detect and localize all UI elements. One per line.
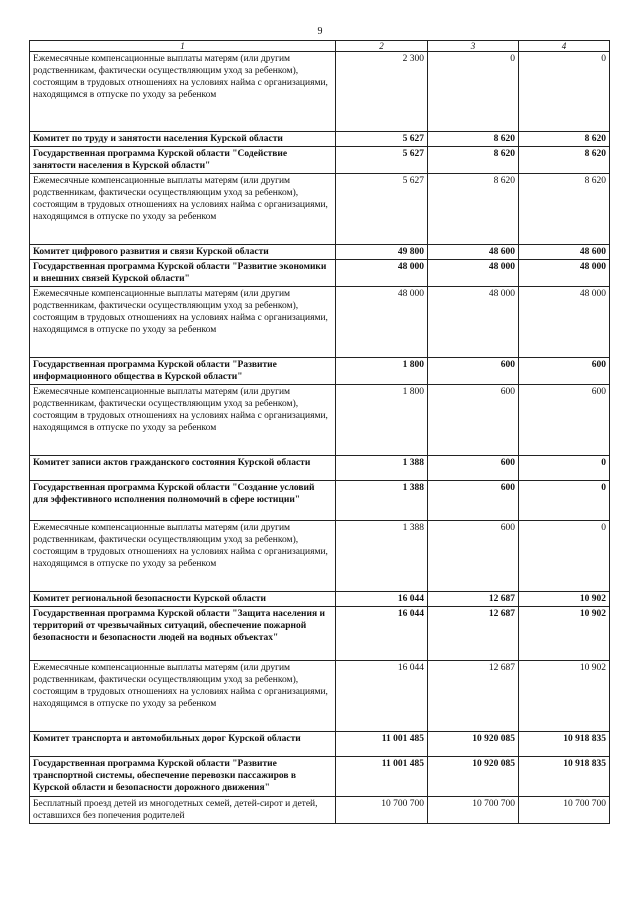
table-row [30, 661, 610, 732]
column-header-3: 3 [428, 41, 519, 52]
value-col3: 12 687 [428, 661, 519, 732]
row-label: Комитет региональной безопасности Курской области [30, 592, 336, 607]
row-label: Государственная программа Курской области "Развитие экономики и внешних связей Курской области" [30, 260, 336, 287]
value-col3: 600 [428, 385, 519, 456]
table-row [30, 456, 610, 481]
value-col3: 12 687 [428, 607, 519, 661]
row-label: Государственная программа Курской области "Содействие занятости населения в Курской области" [30, 147, 336, 174]
value-col3: 0 [428, 52, 519, 132]
value-col2: 10 700 700 [336, 797, 428, 824]
value-col2: 1 388 [336, 456, 428, 481]
column-header-2: 2 [336, 41, 428, 52]
table-row [30, 797, 610, 824]
value-col2: 16 044 [336, 592, 428, 607]
table-row [30, 607, 610, 661]
row-label: Государственная программа Курской области "Защита населения и территорий от чрезвычайных ситуаций, обеспечение пожарной безопасности и безопасности людей на водных объектах" [30, 607, 336, 661]
table-row [30, 174, 610, 245]
value-col3: 600 [428, 456, 519, 481]
value-col2: 2 300 [336, 52, 428, 132]
table-row [30, 385, 610, 456]
value-col4: 10 918 835 [519, 757, 610, 797]
value-col2: 11 001 485 [336, 757, 428, 797]
row-label: Комитет транспорта и автомобильных дорог Курской области [30, 732, 336, 757]
table-row [30, 52, 610, 132]
value-col2: 16 044 [336, 661, 428, 732]
row-label: Ежемесячные компенсационные выплаты матерям (или другим родственникам, фактически осуществляющим уход за ребенком), состоящим в трудовых отношениях на условиях найма с организациями, находящимся в отпуске по уходу за ребенком [30, 287, 336, 358]
row-label: Ежемесячные компенсационные выплаты матерям (или другим родственникам, фактически осуществляющим уход за ребенком), состоящим в трудовых отношениях на условиях найма с организациями, находящимся в отпуске по уходу за ребенком [30, 661, 336, 732]
value-col4: 600 [519, 358, 610, 385]
value-col4: 48 600 [519, 245, 610, 260]
value-col3: 48 600 [428, 245, 519, 260]
value-col3: 10 920 085 [428, 757, 519, 797]
table-row [30, 592, 610, 607]
value-col4: 0 [519, 52, 610, 132]
value-col4: 8 620 [519, 132, 610, 147]
value-col3: 48 000 [428, 260, 519, 287]
table-row [30, 521, 610, 592]
table-row [30, 287, 610, 358]
budget-table [29, 40, 610, 824]
value-col3: 8 620 [428, 132, 519, 147]
value-col2: 16 044 [336, 607, 428, 661]
value-col2: 1 388 [336, 481, 428, 521]
value-col2: 1 800 [336, 358, 428, 385]
table-row [30, 481, 610, 521]
value-col4: 10 902 [519, 592, 610, 607]
table-row [30, 757, 610, 797]
value-col3: 8 620 [428, 174, 519, 245]
page-number: 9 [317, 26, 323, 37]
value-col4: 8 620 [519, 147, 610, 174]
value-col4: 48 000 [519, 287, 610, 358]
value-col4: 10 902 [519, 607, 610, 661]
value-col2: 1 800 [336, 385, 428, 456]
value-col4: 0 [519, 481, 610, 521]
table-row [30, 732, 610, 757]
row-label: Государственная программа Курской области "Развитие информационного общества в Курской области" [30, 358, 336, 385]
value-col2: 1 388 [336, 521, 428, 592]
table-row [30, 358, 610, 385]
table-row [30, 147, 610, 174]
value-col3: 10 920 085 [428, 732, 519, 757]
value-col2: 5 627 [336, 174, 428, 245]
value-col4: 48 000 [519, 260, 610, 287]
row-label: Ежемесячные компенсационные выплаты матерям (или другим родственникам, фактически осуществляющим уход за ребенком), состоящим в трудовых отношениях на условиях найма с организациями, находящимся в отпуске по уходу за ребенком [30, 521, 336, 592]
value-col4: 10 700 700 [519, 797, 610, 824]
row-label: Комитет цифрового развития и связи Курской области [30, 245, 336, 260]
value-col2: 5 627 [336, 132, 428, 147]
value-col4: 0 [519, 521, 610, 592]
table-row [30, 260, 610, 287]
value-col2: 5 627 [336, 147, 428, 174]
table-row [30, 245, 610, 260]
table-row [30, 132, 610, 147]
value-col3: 8 620 [428, 147, 519, 174]
row-label: Ежемесячные компенсационные выплаты матерям (или другим родственникам, фактически осуществляющим уход за ребенком), состоящим в трудовых отношениях на условиях найма с организациями, находящимся в отпуске по уходу за ребенком [30, 174, 336, 245]
value-col4: 600 [519, 385, 610, 456]
value-col2: 48 000 [336, 260, 428, 287]
value-col2: 49 800 [336, 245, 428, 260]
row-label: Государственная программа Курской области "Создание условий для эффективного исполнения полномочий в сфере юстиции" [30, 481, 336, 521]
row-label: Комитет записи актов гражданского состояния Курской области [30, 456, 336, 481]
value-col3: 600 [428, 481, 519, 521]
value-col3: 600 [428, 521, 519, 592]
column-header-4: 4 [519, 41, 610, 52]
row-label: Государственная программа Курской области "Развитие транспортной системы, обеспечение перевозки пассажиров в Курской области и безопасности дорожного движения" [30, 757, 336, 797]
value-col4: 10 902 [519, 661, 610, 732]
row-label: Ежемесячные компенсационные выплаты матерям (или другим родственникам, фактически осуществляющим уход за ребенком), состоящим в трудовых отношениях на условиях найма с организациями, находящимся в отпуске по уходу за ребенком [30, 385, 336, 456]
value-col3: 48 000 [428, 287, 519, 358]
value-col4: 0 [519, 456, 610, 481]
value-col2: 11 001 485 [336, 732, 428, 757]
value-col4: 10 918 835 [519, 732, 610, 757]
header-row [30, 41, 610, 52]
value-col4: 8 620 [519, 174, 610, 245]
row-label: Ежемесячные компенсационные выплаты матерям (или другим родственникам, фактически осуществляющим уход за ребенком), состоящим в трудовых отношениях на условиях найма с организациями, находящимся в отпуске по уходу за ребенком [30, 52, 336, 132]
value-col3: 600 [428, 358, 519, 385]
column-header-1: 1 [30, 41, 336, 52]
value-col3: 12 687 [428, 592, 519, 607]
value-col2: 48 000 [336, 287, 428, 358]
row-label: Комитет по труду и занятости населения Курской области [30, 132, 336, 147]
row-label: Бесплатный проезд детей из многодетных семей, детей-сирот и детей, оставшихся без попечения родителей [30, 797, 336, 824]
value-col3: 10 700 700 [428, 797, 519, 824]
